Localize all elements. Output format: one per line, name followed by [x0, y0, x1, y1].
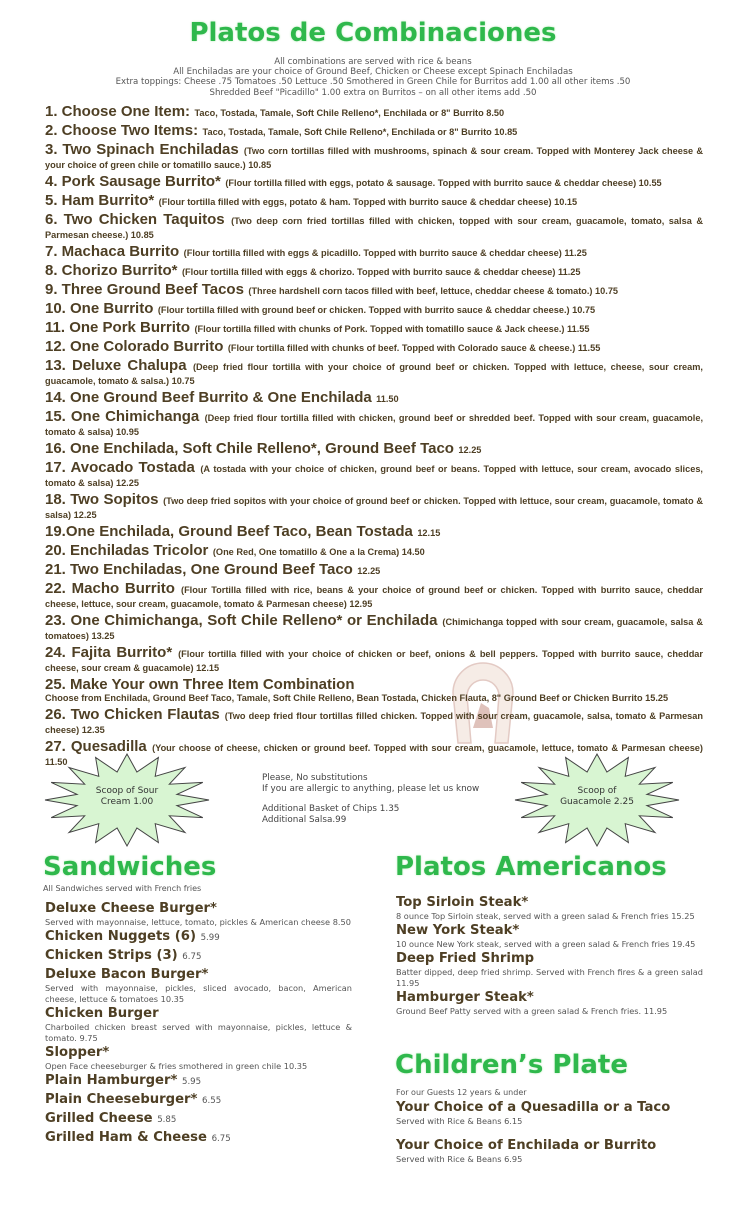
- menu-item-title: Deluxe Cheese Burger*: [45, 901, 217, 916]
- combo-name: 3. Two Spinach Enchiladas: [45, 141, 239, 158]
- combo-description: 12.25: [458, 445, 482, 455]
- combo-name: 5. Ham Burrito*: [45, 192, 155, 209]
- menu-item-description: Charboiled chicken breast served with mayonnaise, pickles, lettuce & tomato. 9.75: [45, 1022, 352, 1043]
- note-line: All Enchiladas are your choice of Ground Beef, Chicken or Cheese except Spinach Enchiladas: [173, 67, 573, 78]
- combo-description: (Deep fried flour tortilla filled with chicken, ground beef or shredded beef. Topped with sour cream, guacamole, tomato & salsa) 10.95: [45, 413, 703, 437]
- combo-item: [45, 173, 703, 190]
- combo-name: 17. Avocado Tostada: [45, 459, 195, 476]
- combo-item: [45, 676, 703, 704]
- menu-item-title: Plain Hamburger*: [45, 1073, 178, 1088]
- combo-description: (Flour tortilla filled with eggs, potato & sausage. Topped with burrito sauce & cheddar cheese) 10.55: [225, 178, 662, 188]
- combo-name: 18. Two Sopitos: [45, 491, 159, 508]
- americanos-heading: Platos Americanos: [395, 852, 667, 882]
- menu-item-description: Served with Rice & Beans 6.95: [396, 1154, 523, 1164]
- menu-item: [396, 989, 703, 1017]
- combo-description: (Flour tortilla filled with eggs & picadillo. Topped with burrito sauce & cheddar cheese) 11.25: [183, 248, 587, 258]
- combo-name: 25. Make Your own Three Item Combination: [45, 676, 355, 693]
- menu-item-name: [396, 1137, 726, 1154]
- combo-description: 12.25: [357, 566, 381, 576]
- combo-item: [45, 319, 703, 336]
- menu-item-name: [45, 1091, 352, 1110]
- combo-item: [45, 192, 703, 209]
- menu-item-title: Grilled Cheese: [45, 1111, 153, 1126]
- combo-description: (Two corn tortillas filled with mushrooms, spinach & sour cream. Topped with Monterey Jack cheese & your choice of green chile or tomatillo sauce.) 10.85: [45, 146, 703, 170]
- combo-name: 2. Choose Two Items:: [45, 122, 199, 139]
- combo-name: 27. Quesadilla: [45, 738, 147, 755]
- combo-description: Choose from Enchilada, Ground Beef Taco, Tamale, Soft Chile Relleno, Bean Tostada, Chicken Flauta, 8" Ground Beef or Chicken Burrito 15.25: [45, 693, 669, 703]
- menu-item-name: [45, 928, 352, 947]
- childrens-list: [396, 1099, 726, 1175]
- menu-item: [396, 894, 703, 922]
- combo-description: (Flour tortilla filled with chunks of Pork. Topped with tomatillo sauce & Jack cheese.) 11.55: [194, 324, 590, 334]
- combo-name: 10. One Burrito: [45, 300, 154, 317]
- menu-item-price: 5.85: [157, 1115, 177, 1125]
- combo-item: [45, 408, 703, 438]
- menu-item: [396, 1099, 726, 1127]
- combo-name: 4. Pork Sausage Burrito*: [45, 173, 221, 190]
- combo-item: [45, 706, 703, 736]
- combo-description: (Deep fried flour tortilla with your choice of ground beef or chicken. Topped with lettuce, cheese, sour cream, guacamole, tomato & salsa.) 10.75: [45, 362, 703, 386]
- menu-item-title: Grilled Ham & Cheese: [45, 1130, 207, 1145]
- menu-item: [45, 1091, 352, 1110]
- menu-item: [396, 922, 703, 950]
- menu-item-title: New York Steak*: [396, 923, 520, 938]
- combo-name: 23. One Chimichanga, Soft Chile Relleno* or Enchilada: [45, 612, 438, 629]
- menu-item: [45, 1072, 352, 1091]
- burst-text: Scoop of Sour: [95, 786, 159, 796]
- menu-item-name: [396, 894, 703, 911]
- menu-item-name: [396, 950, 703, 967]
- menu-item-name: [45, 1005, 352, 1022]
- combo-item: [45, 738, 703, 768]
- combo-description: (Two deep fried sopitos with your choice of ground beef or chicken. Topped with lettuce, sour cream, guacamole, tomato & salsa) 12.25: [45, 496, 703, 520]
- sandwiches-heading: Sandwiches: [43, 852, 217, 882]
- burst-text: Cream 1.00: [100, 797, 154, 807]
- combo-name: 20. Enchiladas Tricolor: [45, 542, 209, 559]
- childrens-heading: Children’s Plate: [395, 1050, 628, 1080]
- menu-item: [45, 1044, 352, 1072]
- menu-item-title: Chicken Burger: [45, 1006, 159, 1021]
- extras-notes: [262, 773, 479, 826]
- combo-item: [45, 644, 703, 674]
- combo-description: (Flour tortilla filled with your choice of chicken or beef, onions & bell peppers. Topped with burrito sauce, cheddar cheese, sour cream & guacamole) 12.15: [45, 649, 703, 673]
- combo-description: (Flour tortilla filled with eggs, potato & ham. Topped with burrito sauce & cheddar cheese) 10.15: [158, 197, 578, 207]
- menu-item-description: 10 ounce New York steak, served with a green salad & French fries 19.45: [396, 939, 696, 949]
- note-line: If you are allergic to anything, please let us know: [262, 784, 480, 794]
- menu-item: [45, 966, 352, 1005]
- menu-item: [45, 1129, 352, 1148]
- menu-item: [396, 950, 703, 989]
- menu-item-name: [45, 947, 352, 966]
- combo-name: 24. Fajita Burrito*: [45, 644, 173, 661]
- sandwiches-note: All Sandwiches served with French fries: [43, 884, 202, 893]
- menu-item: [396, 1137, 726, 1165]
- combo-item: [45, 580, 703, 610]
- menu-item: [45, 1110, 352, 1129]
- combo-item: [45, 281, 703, 298]
- menu-item-name: [45, 1072, 352, 1091]
- page-title: Platos de Combinaciones: [189, 18, 557, 48]
- combo-item: [45, 357, 703, 387]
- menu-item-title: Chicken Strips (3): [45, 948, 178, 963]
- menu-item-name: [396, 1099, 726, 1116]
- combo-name: 26. Two Chicken Flautas: [45, 706, 220, 723]
- combo-name: 12. One Colorado Burrito: [45, 338, 224, 355]
- note-line: Extra toppings: Cheese .75 Tomatoes .50 Lettuce .50 Smothered in Green Chile for Burritos add 1.00 all other items .50: [115, 77, 631, 88]
- menu-item-name: [45, 1110, 352, 1129]
- combo-item: [45, 338, 703, 355]
- note-line: Additional Basket of Chips 1.35: [262, 804, 400, 814]
- combo-item: [45, 561, 703, 578]
- combo-name: 22. Macho Burrito: [45, 580, 175, 597]
- combo-item: [45, 612, 703, 642]
- combo-item: [45, 523, 703, 540]
- burst-text: Guacamole 2.25: [560, 797, 634, 807]
- menu-item-price: 5.99: [200, 933, 220, 943]
- combo-item: [45, 300, 703, 317]
- menu-item-title: Deep Fried Shrimp: [396, 951, 535, 966]
- menu-item-description: 8 ounce Top Sirloin steak, served with a green salad & French fries 15.25: [396, 911, 695, 921]
- combo-name: 19.One Enchilada, Ground Beef Taco, Bean Tostada: [45, 523, 413, 540]
- combo-name: 21. Two Enchiladas, One Ground Beef Taco: [45, 561, 353, 578]
- combo-item: [45, 389, 703, 406]
- menu-item-title: Chicken Nuggets (6): [45, 929, 196, 944]
- combo-name: 11. One Pork Burrito: [45, 319, 191, 336]
- combo-description: (Flour tortilla filled with chunks of beef. Topped with Colorado sauce & cheese.) 11.55: [227, 343, 601, 353]
- menu-item-title: Deluxe Bacon Burger*: [45, 967, 209, 982]
- combo-description: 12.15: [417, 528, 441, 538]
- combination-notes: [0, 57, 746, 98]
- combo-description: 11.50: [376, 394, 399, 404]
- americanos-list: [396, 894, 703, 1017]
- menu-item-price: 6.55: [202, 1096, 222, 1106]
- childrens-note: For our Guests 12 years & under: [396, 1088, 527, 1097]
- combo-name: 15. One Chimichanga: [45, 408, 200, 425]
- combo-item: [45, 262, 703, 279]
- combo-description: (Three hardshell corn tacos filled with beef, lettuce, cheddar cheese & tomato.) 10.75: [248, 286, 619, 296]
- menu-item-name: [45, 1129, 352, 1148]
- menu-item-description: Ground Beef Patty served with a green salad & French fries. 11.95: [396, 1006, 668, 1016]
- combo-item: [45, 103, 703, 120]
- combo-item: [45, 459, 703, 489]
- combo-description: (Two deep corn fried tortillas filled with chicken, topped with sour cream, guacamole, tomato, salsa & Parmesan cheese.) 10.85: [45, 216, 703, 240]
- combo-name: 1. Choose One Item:: [45, 103, 191, 120]
- menu-item-description: Served with mayonnaise, lettuce, tomato, pickles & American cheese 8.50: [45, 917, 351, 927]
- combo-item: [45, 491, 703, 521]
- menu-item: [45, 900, 352, 928]
- combo-description: (Flour Tortilla filled with rice, beans & your choice of ground beef or chicken. Topped with burrito sauce, cheddar cheese, lettuce, sour cream, guacamole, tomato & Parmesan cheese) 12.95: [45, 585, 704, 609]
- combo-item: [45, 542, 703, 559]
- combo-name: 14. One Ground Beef Burrito & One Enchilada: [45, 389, 372, 406]
- combo-description: (Two deep fried flour tortillas filled chicken. Topped with sour cream, guacamole, salsa, tomato & Parmesan cheese) 12.35: [45, 711, 704, 735]
- combo-name: 6. Two Chicken Taquitos: [45, 211, 225, 228]
- menu-item-name: [396, 989, 703, 1006]
- combo-name: 9. Three Ground Beef Tacos: [45, 281, 244, 298]
- combo-item: [45, 211, 703, 241]
- menu-item-description: Served with Rice & Beans 6.15: [396, 1116, 523, 1126]
- combo-name: 8. Chorizo Burrito*: [45, 262, 178, 279]
- menu-item-title: Plain Cheeseburger*: [45, 1092, 198, 1107]
- combo-description: Taco, Tostada, Tamale, Soft Chile Relleno*, Enchilada or 8" Burrito 10.85: [202, 127, 518, 137]
- combo-item: [45, 440, 703, 457]
- combo-name: 16. One Enchilada, Soft Chile Relleno*, Ground Beef Taco: [45, 440, 454, 457]
- menu-item: [45, 1005, 352, 1044]
- combo-item: [45, 141, 703, 171]
- combo-item: [45, 243, 703, 260]
- menu-item-price: 5.95: [181, 1077, 202, 1087]
- menu-item-description: Batter dipped, deep fried shrimp. Served with French fires & a green salad 11.95: [396, 967, 703, 988]
- menu-item-title: Hamburger Steak*: [396, 990, 534, 1005]
- menu-item-name: [45, 900, 352, 917]
- combo-name: 7. Machaca Burrito: [45, 243, 180, 260]
- combo-name: 13. Deluxe Chalupa: [45, 357, 187, 374]
- note-line: Additional Salsa.99: [262, 815, 347, 825]
- combo-description: (Your choose of cheese, chicken or ground beef. Topped with sour cream, guacamole, lettuce, tomato & Parmesan cheese) 11.50: [45, 743, 703, 767]
- combo-description: (One Red, One tomatillo & One a la Crema) 14.50: [212, 547, 425, 557]
- combination-list: [45, 103, 703, 770]
- menu-item-description: Served with mayonnaise, pickles, sliced avocado, bacon, American cheese, lettuce & tomatoes 10.35: [45, 983, 352, 1004]
- menu-item: [45, 928, 352, 947]
- combo-description: Taco, Tostada, Tamale, Soft Chile Relleno*, Enchilada or 8" Burrito 8.50: [194, 108, 505, 118]
- menu-item-title: Top Sirloin Steak*: [396, 895, 529, 910]
- combo-description: (A tostada with your choice of chicken, ground beef or beans. Topped with lettuce, sour cream, avocado slices, tomato & salsa) 12.25: [45, 464, 703, 488]
- menu-item-price: 6.75: [211, 1134, 231, 1144]
- burst-text: Scoop of: [577, 786, 617, 796]
- sandwiches-list: [45, 900, 352, 1148]
- note-line: All combinations are served with rice & beans: [274, 57, 472, 67]
- menu-item-title: Slopper*: [45, 1045, 110, 1060]
- note-line: Shredded Beef "Picadillo" 1.00 extra on Burritos – on all other items add .50: [209, 87, 537, 98]
- combo-description: (Chimichanga topped with sour cream, guacamole, salsa & tomatoes) 13.25: [45, 617, 703, 641]
- combo-description: (Flour tortilla filled with eggs & chorizo. Topped with burrito sauce & cheddar cheese) 11.25: [181, 267, 581, 277]
- menu-item-name: [45, 966, 352, 983]
- combo-item: [45, 122, 703, 139]
- menu-item: [45, 947, 352, 966]
- menu-item-title: Your Choice of Enchilada or Burrito: [396, 1138, 657, 1153]
- combo-description: (Flour tortilla filled with ground beef or chicken. Topped with burrito sauce & cheddar cheese.) 10.75: [157, 305, 596, 315]
- menu-item-price: 6.75: [182, 952, 202, 962]
- menu-item-name: [45, 1044, 352, 1061]
- note-line: Please, No substitutions: [262, 773, 368, 783]
- menu-item-description: Open Face cheeseburger & fries smothered in green chile 10.35: [45, 1061, 308, 1071]
- menu-item-title: Your Choice of a Quesadilla or a Taco: [396, 1100, 671, 1115]
- menu-item-name: [396, 922, 703, 939]
